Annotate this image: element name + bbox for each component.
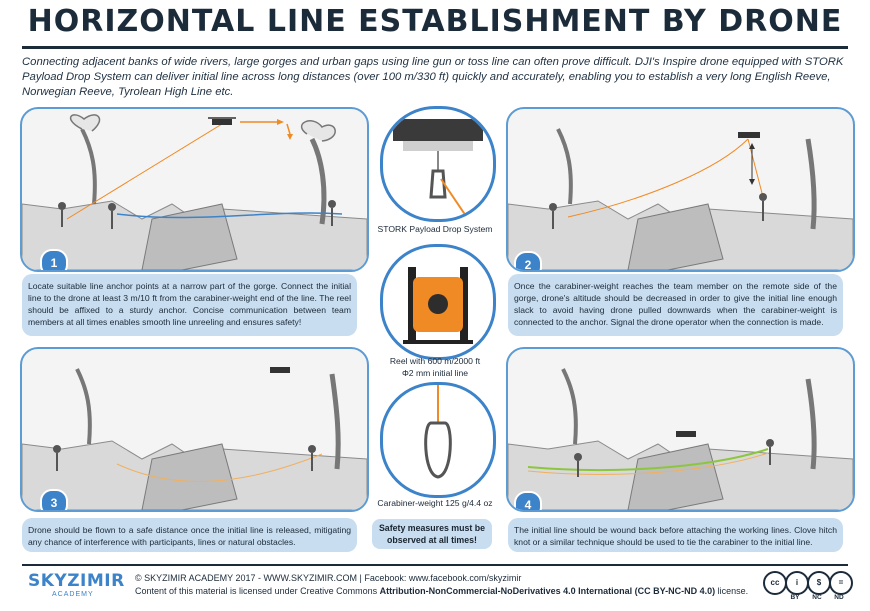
footer-text	[135, 572, 748, 598]
reel-image	[380, 244, 496, 360]
page-title: HORIZONTAL LINE ESTABLISHMENT BY DRONE	[27, 4, 843, 39]
skyzimir-logo: SKYZIMIR	[28, 571, 125, 591]
logo-subtitle: ACADEMY	[52, 591, 94, 598]
safety-notice: Safety measures must be observed at all times!	[372, 519, 492, 549]
step-3-illustration	[20, 347, 369, 512]
cc-icon: cc	[763, 571, 787, 595]
step-1-badge: 1	[40, 249, 68, 272]
title-divider	[22, 46, 848, 49]
footer-divider	[22, 564, 848, 566]
step-4-description: The initial line should be wound back before attaching the working lines. Clove hitch knot or a similar technique should be used to tie the carabiner to the initial line.	[508, 518, 843, 552]
carabiner-caption: Carabiner-weight 125 g/4.4 oz	[377, 498, 493, 508]
step-2-badge: 2	[514, 251, 542, 272]
cc-nc-label: NC	[812, 594, 822, 601]
step-2-illustration	[506, 107, 855, 272]
cc-nd-label: ND	[834, 594, 844, 601]
carabiner-weight-image	[380, 382, 496, 498]
cc-by-icon: i	[785, 571, 809, 595]
copyright-line: © SKYZIMIR ACADEMY 2017 - WWW.SKYZIMIR.COM | Facebook: www.facebook.com/skyzimir	[135, 573, 522, 583]
step-3-description: Drone should be flown to a safe distance once the initial line is released, mitigating any chance of interference with participants, lines or natural obstacles.	[22, 518, 357, 552]
step-3-badge: 3	[40, 489, 68, 512]
cc-by-label: BY	[790, 594, 800, 601]
stork-drop-system-image	[380, 106, 496, 222]
intro-paragraph: Connecting adjacent banks of wide rivers, large gorges and urban gaps using line gun or toss line can often prove difficult. DJI's Inspire drone equipped with STORK Payload Drop System can deliver initial line across long distances (over 100 m/330 ft) quickly and accurately, enabling you to establish a very long English Reeve, Norwegian Reeve, Tyrolean High Line etc.	[22, 56, 844, 98]
reel-caption-line1: Reel with 600 m/2000 ft	[389, 356, 481, 366]
step-4-illustration	[506, 347, 855, 512]
license-line: Content of this material is licensed under Creative Commons Attribution-NonCommercial-NoDerivatives 4.0 International (CC BY-NC-ND 4.0) license.	[135, 586, 749, 596]
cc-nd-icon: =	[829, 571, 853, 595]
reel-caption-line2: Φ2 mm initial line	[401, 368, 469, 378]
stork-caption: STORK Payload Drop System	[377, 224, 493, 234]
step-4-badge: 4	[514, 491, 542, 512]
cc-nc-icon: $	[807, 571, 831, 595]
step-1-illustration	[20, 107, 369, 272]
step-2-description: Once the carabiner-weight reaches the team member on the remote side of the gorge, drone's altitude should be decreased in order to give the initial line enough slack to avoid having drone pulled downwards when the carabiner-weight is connected to the anchor. Signal the drone operator when the connection is made.	[508, 274, 843, 336]
step-1-description: Locate suitable line anchor points at a narrow part of the gorge. Connect the initial line to the drone at least 3 m/10 ft from the carabiner-weight end of the line. The reel should be affixed to a sturdy anchor. Concise communication between team members at all times enables smooth line unreeling and ensures safety!	[22, 274, 357, 336]
license-name: Attribution-NonCommercial-NoDerivatives 4.0 International (CC BY-NC-ND 4.0)	[379, 586, 716, 596]
